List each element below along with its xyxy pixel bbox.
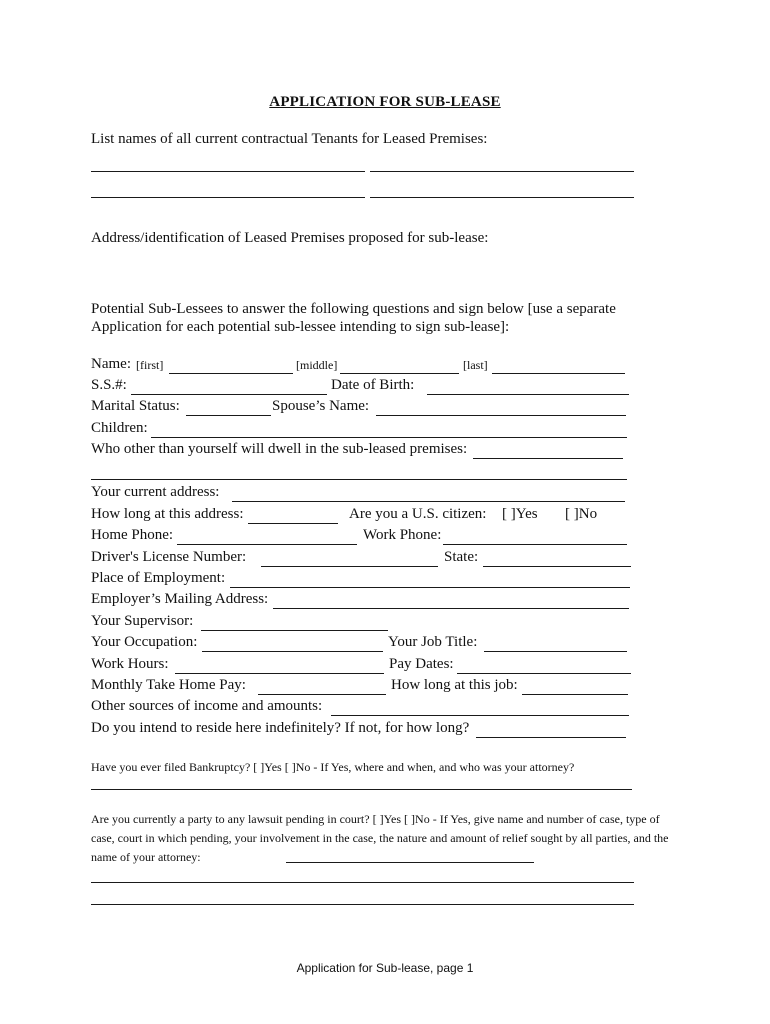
spouse-label: Spouse’s Name:: [272, 398, 370, 414]
first-name-label: [first]: [136, 358, 164, 372]
employer-address-label: Employer’s Mailing Address:: [91, 591, 269, 607]
home-phone-label: Home Phone:: [91, 527, 174, 543]
other-income-row: [91, 698, 636, 718]
current-address-field[interactable]: [232, 501, 625, 502]
attorney-name-line[interactable]: [286, 862, 534, 863]
pay-dates-label: Pay Dates:: [389, 656, 454, 672]
dwell-label: Who other than yourself will dwell in the sub-leased premises:: [91, 441, 468, 457]
occupation-row: [91, 634, 636, 654]
ssn-label: S.S.#:: [91, 377, 127, 393]
employment-row: [91, 570, 636, 590]
tenant-2-line[interactable]: [370, 171, 634, 172]
dwell-extra-line[interactable]: [91, 479, 627, 480]
children-label: Children:: [91, 420, 148, 436]
employer-address-field[interactable]: [273, 608, 629, 609]
other-income-field[interactable]: [331, 715, 629, 716]
reside-label: Do you intend to reside here indefinitely? If not, for how long?: [91, 720, 470, 736]
how-long-address-row: [91, 506, 636, 526]
work-hours-label: Work Hours:: [91, 656, 169, 672]
how-long-job-label: How long at this job:: [391, 677, 518, 693]
lawsuit-question: Are you currently a party to any lawsuit pending in court? [ ]Yes [ ]No - If Yes, give name and number of case, type of case, court in which pending, your involvement in the case, the nature and amount of relief sought by all parties, and the name of your attorney:: [91, 812, 669, 864]
take-home-row: [91, 677, 636, 697]
marital-label: Marital Status:: [91, 398, 180, 414]
dwell-field[interactable]: [473, 458, 623, 459]
take-home-field[interactable]: [258, 694, 386, 695]
supervisor-label: Your Supervisor:: [91, 613, 194, 629]
last-name-label: [last]: [463, 358, 488, 372]
home-phone-field[interactable]: [177, 544, 357, 545]
license-label: Driver's License Number:: [91, 549, 247, 565]
name-label: Name:: [91, 356, 131, 372]
tenants-prompt: List names of all current contractual Tenants for Leased Premises:: [91, 131, 488, 147]
job-title-field[interactable]: [484, 651, 627, 652]
phone-row: [91, 527, 636, 547]
employment-label: Place of Employment:: [91, 570, 226, 586]
marital-row: [91, 398, 636, 418]
occupation-label: Your Occupation:: [91, 634, 198, 650]
current-address-label: Your current address:: [91, 484, 220, 500]
take-home-label: Monthly Take Home Pay:: [91, 677, 246, 693]
current-address-row: [91, 484, 636, 504]
reside-field[interactable]: [476, 737, 626, 738]
address-prompt: Address/identification of Leased Premises proposed for sub-lease:: [91, 230, 489, 246]
reside-row: [91, 720, 636, 740]
tenant-3-line[interactable]: [91, 197, 365, 198]
license-field[interactable]: [261, 566, 438, 567]
how-long-address-field[interactable]: [248, 523, 338, 524]
citizen-label: Are you a U.S. citizen:: [349, 506, 487, 522]
lawsuit-answer-line-1[interactable]: [91, 882, 634, 883]
middle-name-label: [middle]: [296, 358, 338, 372]
employment-field[interactable]: [230, 587, 630, 588]
supervisor-row: [91, 613, 636, 633]
license-row: [91, 549, 636, 569]
work-phone-field[interactable]: [443, 544, 627, 545]
bankruptcy-answer-line[interactable]: [91, 789, 632, 790]
state-label: State:: [444, 549, 479, 565]
page-footer: Application for Sub-lease, page 1: [296, 961, 474, 975]
state-field[interactable]: [483, 566, 631, 567]
ssn-row: [91, 377, 636, 397]
tenant-4-line[interactable]: [370, 197, 634, 198]
other-income-label: Other sources of income and amounts:: [91, 698, 323, 714]
work-hours-row: [91, 656, 636, 676]
name-row: [91, 356, 636, 376]
how-long-address-label: How long at this address:: [91, 506, 244, 522]
ssn-field[interactable]: [131, 394, 327, 395]
work-phone-label: Work Phone:: [363, 527, 442, 543]
bankruptcy-question: Have you ever filed Bankruptcy? [ ]Yes [ ]No - If Yes, where and when, and who was your attorney?: [91, 760, 575, 774]
employer-address-row: [91, 591, 636, 611]
marital-field[interactable]: [186, 415, 271, 416]
first-name-field[interactable]: [169, 373, 293, 374]
middle-name-field[interactable]: [340, 373, 459, 374]
lawsuit-answer-line-2[interactable]: [91, 904, 634, 905]
children-field[interactable]: [151, 437, 627, 438]
last-name-field[interactable]: [492, 373, 625, 374]
pay-dates-field[interactable]: [457, 673, 631, 674]
spouse-field[interactable]: [376, 415, 626, 416]
occupation-field[interactable]: [202, 651, 383, 652]
how-long-job-field[interactable]: [522, 694, 628, 695]
supervisor-field[interactable]: [201, 630, 388, 631]
dwell-row: [91, 441, 636, 461]
instructions: Potential Sub-Lessees to answer the following questions and sign below [use a separate Application for each potential sub-lessee intending to sign sub-lease]:: [91, 301, 616, 335]
job-title-label: Your Job Title:: [388, 634, 478, 650]
children-row: [91, 420, 636, 440]
citizen-no-checkbox[interactable]: [ ]No: [565, 506, 598, 522]
dob-field[interactable]: [427, 394, 629, 395]
work-hours-field[interactable]: [175, 673, 384, 674]
tenant-1-line[interactable]: [91, 171, 365, 172]
form-title: APPLICATION FOR SUB-LEASE: [269, 94, 501, 110]
dob-label: Date of Birth:: [331, 377, 415, 393]
citizen-yes-checkbox[interactable]: [ ]Yes: [502, 506, 538, 522]
